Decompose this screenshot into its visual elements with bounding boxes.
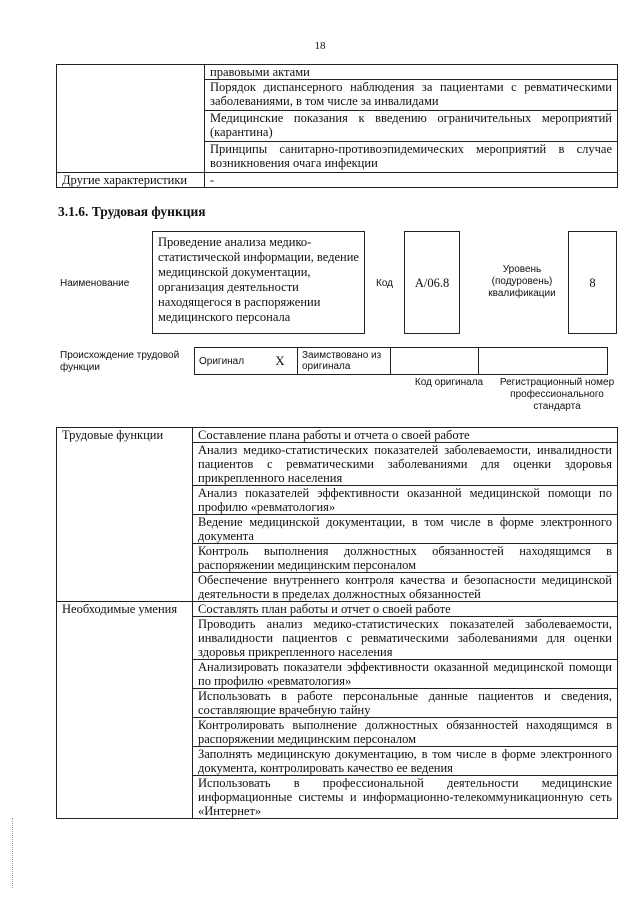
function-name-box: Проведение анализа медико-статистической информации, ведение медицинской документации, организация деятельности находящегося в распоряжении медицинского персонала [152, 231, 365, 334]
continuation-table [56, 64, 618, 188]
skills-label: Необходимые умения [57, 602, 193, 819]
code-original-label: Код оригинала [414, 377, 484, 388]
code-label: Код [376, 278, 394, 289]
skill-item: Использовать в профессиональной деятельности медицинские информационные системы и информационно-телекоммуникационную сеть «Интернет» [193, 776, 618, 819]
labor-function-item: Анализ показателей эффективности оказанной медицинской помощи по профилю «ревматология» [193, 486, 618, 515]
labor-functions-label: Трудовые функции [57, 428, 193, 602]
function-code-box: A/06.8 [404, 231, 460, 334]
labor-function-item: Обеспечение внутреннего контроля качества и безопасности медицинской деятельности в пределах должностных обязанностей [193, 573, 618, 602]
other-characteristics-value: - [205, 173, 618, 188]
scan-artifact [12, 818, 15, 888]
skill-item: Проводить анализ медико-статистических показателей заболеваемости, инвалидности пациентов с ревматическими заболеваниями для оценки здоровья прикрепленного населения [193, 617, 618, 660]
name-label: Наименование [60, 278, 130, 289]
labor-function-item: Составление плана работы и отчета о своей работе [193, 428, 618, 443]
original-label: Оригинал [195, 348, 264, 375]
section-heading: 3.1.6. Трудовая функция [58, 204, 206, 219]
original-mark: X [263, 348, 298, 375]
table-row [57, 173, 618, 188]
labor-function-item: Контроль выполнения должностных обязанностей находящимся в распоряжении медицинским персоналом [193, 544, 618, 573]
table-row [57, 602, 618, 617]
skill-item: Анализировать показатели эффективности оказанной медицинской помощи по профилю «ревматология» [193, 660, 618, 689]
level-value-box: 8 [568, 231, 617, 334]
origin-label: Происхождение трудовой функции [60, 350, 180, 373]
labor-function-item: Анализ медико-статистических показателей заболеваемости, инвалидности пациентов с ревматическими заболеваниями для оценки здоровья прикрепленного населения [193, 443, 618, 486]
origin-table [194, 347, 608, 375]
table-cell-empty [57, 65, 205, 173]
knowledge-item: Медицинские показания к введению ограничительных мероприятий (карантина) [205, 111, 618, 142]
reg-number-label: Регистрационный номер профессионального стандарта [499, 377, 615, 412]
skill-item: Заполнять медицинскую документацию, в том числе в форме электронного документа, контролировать качество ее ведения [193, 747, 618, 776]
reg-number-cell [479, 348, 608, 375]
knowledge-item: правовыми актами [205, 65, 618, 80]
labor-function-item: Ведение медицинской документации, в том числе в форме электронного документа [193, 515, 618, 544]
skill-item: Составлять план работы и отчет о своей работе [193, 602, 618, 617]
main-table [56, 427, 618, 819]
other-characteristics-label: Другие характеристики [57, 173, 205, 188]
page-number: 18 [314, 40, 326, 52]
table-row [57, 65, 618, 80]
knowledge-item: Принципы санитарно-противоэпидемических мероприятий в случае возникновения очага инфекции [205, 142, 618, 173]
borrowed-label: Заимствовано из оригинала [298, 348, 391, 375]
level-label: Уровень (подуровень) квалификации [488, 264, 556, 299]
skill-item: Использовать в работе персональные данные пациентов и сведения, составляющие врачебную тайну [193, 689, 618, 718]
original-code-cell [391, 348, 479, 375]
knowledge-item: Порядок диспансерного наблюдения за пациентами с ревматическими заболеваниями, в том числе за инвалидами [205, 80, 618, 111]
table-row [195, 348, 608, 375]
skill-item: Контролировать выполнение должностных обязанностей находящимся в распоряжении медицинским персоналом [193, 718, 618, 747]
table-row [57, 428, 618, 443]
